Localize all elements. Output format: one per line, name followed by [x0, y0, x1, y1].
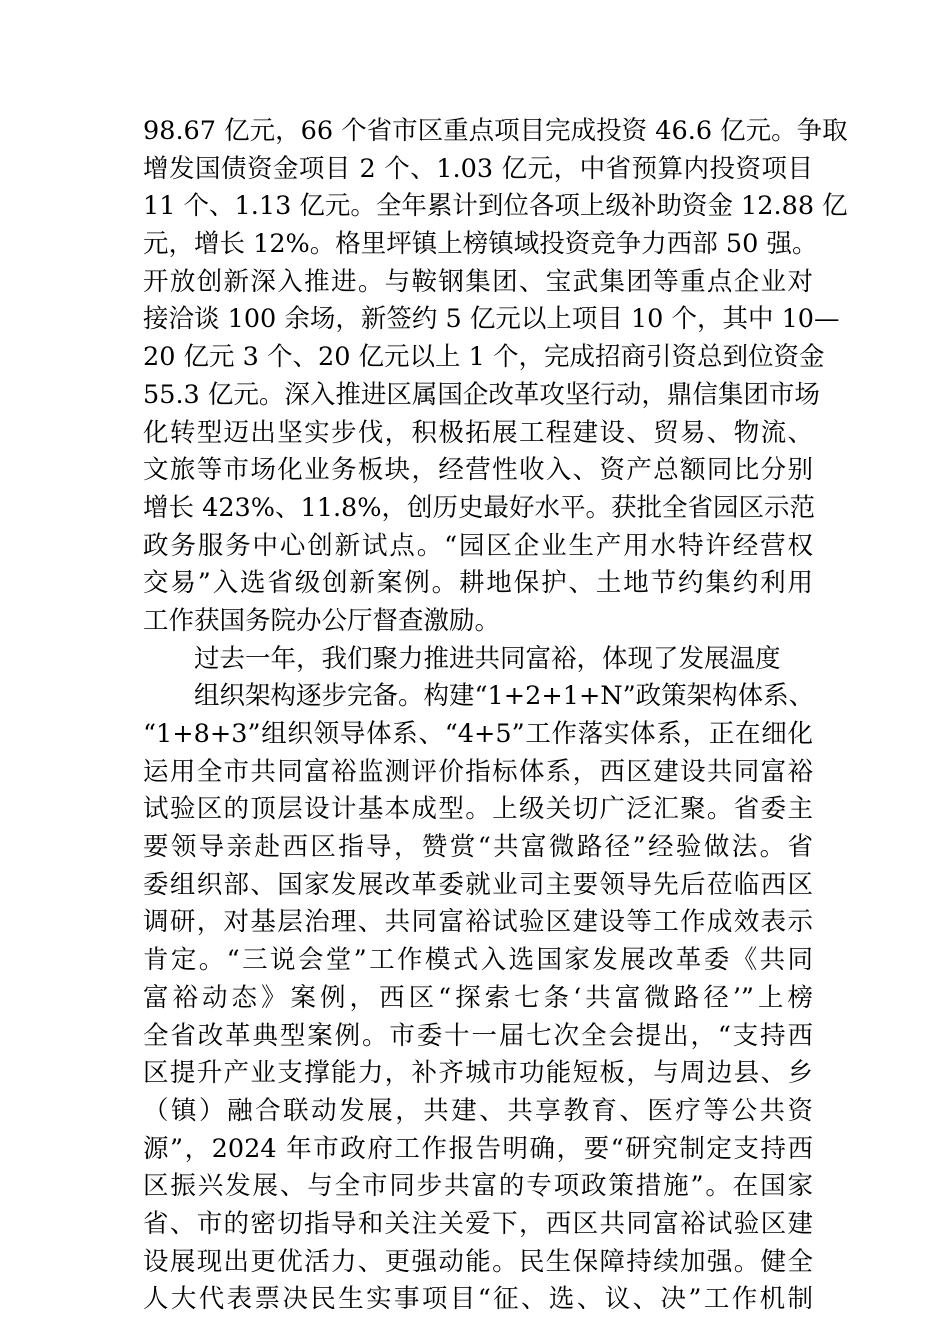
text-line: 98.67 亿元，66 个省市区重点项目完成投资 46.6 亿元。争取: [143, 116, 848, 146]
text-line: 试验区的顶层设计基本成型。上级关切广泛汇聚。省委主: [143, 794, 813, 825]
text-line: 省、市的密切指导和关注关爱下，西区共同富裕试验区建: [143, 1208, 813, 1239]
text-line: 交易”入选省级创新案例。耕地保护、土地节约集约利用: [143, 568, 813, 599]
text-line: 全省改革典型案例。市委十一届七次全会提出，“支持西: [143, 1020, 813, 1051]
text-line: 20 亿元 3 个、20 亿元以上 1 个，完成招商引资总到位资金: [143, 342, 825, 373]
text-line: 元，增长 12%。格里坪镇上榜镇域投资竞争力西部 50 强。: [143, 229, 818, 260]
text-line: 委组织部、国家发展改革委就业司主要领导先后莅临西区: [143, 869, 813, 900]
text-line: 调研，对基层治理、共同富裕试验区建设等工作成效表示: [143, 907, 813, 938]
text-line: （镇）融合联动发展，共建、共享教育、医疗等公共资: [143, 1095, 813, 1126]
text-line: 增发国债资金项目 2 个、1.03 亿元，中省预算内投资项目: [143, 153, 813, 184]
text-line: 工作获国务院办公厅督查激励。: [143, 605, 501, 636]
text-line: 政务服务中心创新试点。“园区企业生产用水特许经营权: [143, 530, 813, 561]
text-line: 组织架构逐步完备。构建“1+2+1+N”政策架构体系、: [194, 681, 815, 712]
text-line: 区振兴发展、与全市同步共富的专项政策措施”。在国家: [143, 1171, 813, 1202]
text-line: 源”，2024 年市政府工作报告明确，要“研究制定支持西: [143, 1133, 813, 1164]
text-line: 文旅等市场化业务板块，经营性收入、资产总额同比分别: [143, 455, 813, 486]
text-line: 人大代表票决民生实事项目“征、选、议、决”工作机制: [143, 1284, 813, 1315]
text-line: 要领导亲赴西区指导，赞赏“共富微路径”经验做法。省: [143, 832, 813, 863]
text-line: 接洽谈 100 余场，新签约 5 亿元以上项目 10 个，其中 10—: [143, 304, 840, 335]
text-line: 运用全市共同富裕监测评价指标体系，西区建设共同富裕: [143, 756, 813, 787]
text-line: 55.3 亿元。深入推进区属国企改革攻坚行动，鼎信集团市场: [143, 379, 820, 410]
text-line: 设展现出更优活力、更强动能。民生保障持续加强。健全: [143, 1246, 813, 1277]
body-text: [143, 113, 848, 1319]
text-line: 区提升产业支撑能力，补齐城市功能短板，与周边县、乡: [143, 1058, 813, 1089]
text-line: 11 个、1.13 亿元。全年累计到位各项上级补助资金 12.88 亿: [143, 191, 848, 222]
section-heading: 过去一年，我们聚力推进共同富裕，体现了发展温度: [194, 643, 781, 674]
text-line: 富裕动态》案例，西区“探索七条‘共富微路径’”上榜: [143, 982, 813, 1013]
text-line: 增长 423%、11.8%，创历史最好水平。获批全省园区示范: [143, 492, 816, 523]
text-line: 化转型迈出坚实步伐，积极拓展工程建设、贸易、物流、: [143, 417, 813, 448]
text-line: 肯定。“三说会堂”工作模式入选国家发展改革委《共同: [143, 945, 813, 976]
text-line: 开放创新深入推进。与鞍钢集团、宝武集团等重点企业对: [143, 266, 813, 297]
text-line: “1+8+3”组织领导体系、“4+5”工作落实体系，正在细化: [143, 719, 813, 749]
